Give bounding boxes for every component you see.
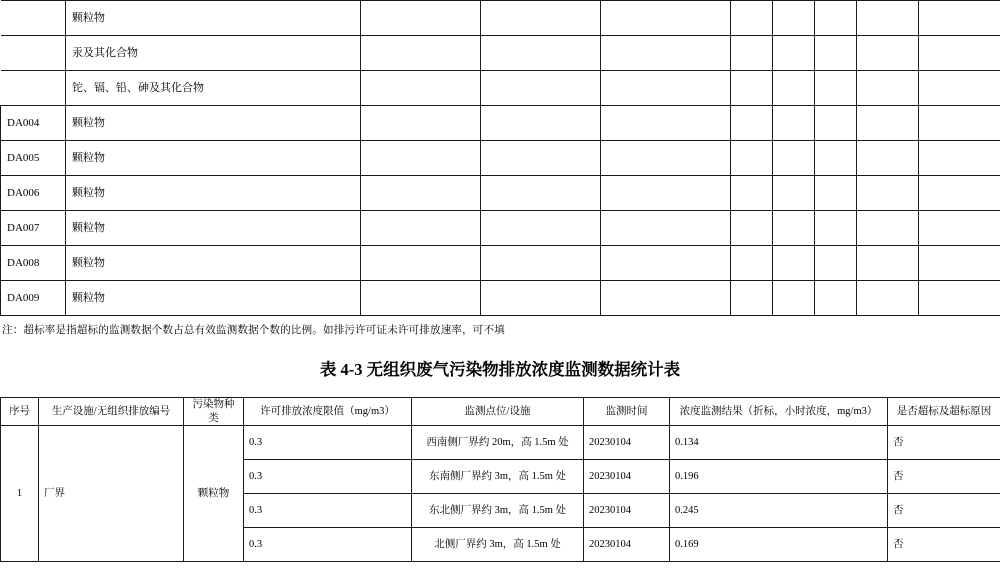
cell-remark	[919, 106, 1000, 141]
cell-exceed: 否	[888, 494, 1000, 528]
cell-value-3	[815, 1, 857, 36]
cell-code: DA004	[1, 106, 66, 141]
cell-value-3	[815, 211, 857, 246]
cell-code: DA009	[1, 281, 66, 316]
cell-value-3	[815, 36, 857, 71]
cell-result: 0.196	[670, 460, 888, 494]
cell-value-2	[773, 71, 815, 106]
cell-point: 北侧厂界约 3m，高 1.5m 处	[412, 528, 584, 562]
cell-code: DA008	[1, 246, 66, 281]
cell-limit: 0.3	[244, 426, 412, 460]
table-row	[1, 141, 1000, 176]
cell-rate	[857, 141, 919, 176]
table-row	[1, 71, 1000, 106]
cell-remark	[919, 176, 1000, 211]
table-row	[1, 106, 1000, 141]
cell-limit	[361, 176, 481, 211]
cell-rate	[857, 211, 919, 246]
cell-limit: 0.3	[244, 528, 412, 562]
cell-value-2	[773, 141, 815, 176]
cell-time	[601, 1, 731, 36]
table-upper-body	[1, 1, 1000, 316]
header-index: 序号	[1, 398, 39, 426]
cell-value-3	[815, 106, 857, 141]
cell-limit	[361, 281, 481, 316]
cell-point	[481, 176, 601, 211]
cell-value-3	[815, 71, 857, 106]
cell-limit	[361, 71, 481, 106]
table-row	[1, 246, 1000, 281]
cell-value-3	[815, 246, 857, 281]
cell-limit	[361, 141, 481, 176]
cell-exceed: 否	[888, 460, 1000, 494]
cell-rate	[857, 36, 919, 71]
cell-value-2	[773, 246, 815, 281]
cell-time	[601, 106, 731, 141]
cell-limit: 0.3	[244, 494, 412, 528]
cell-value-2	[773, 176, 815, 211]
cell-code	[1, 71, 66, 106]
cell-index: 1	[1, 426, 39, 562]
cell-code	[1, 1, 66, 36]
cell-point	[481, 106, 601, 141]
cell-remark	[919, 246, 1000, 281]
cell-value-1	[731, 176, 773, 211]
cell-value-1	[731, 281, 773, 316]
cell-limit	[361, 106, 481, 141]
cell-time: 20230104	[584, 426, 670, 460]
cell-result: 0.245	[670, 494, 888, 528]
cell-remark	[919, 1, 1000, 36]
header-pollutant: 污染物种类	[184, 398, 244, 426]
cell-time	[601, 176, 731, 211]
cell-value-1	[731, 36, 773, 71]
cell-value-3	[815, 141, 857, 176]
cell-rate	[857, 106, 919, 141]
fugitive-emission-monitoring-table	[0, 397, 1000, 562]
cell-time	[601, 36, 731, 71]
cell-rate	[857, 1, 919, 36]
table-header-row	[1, 398, 1000, 426]
cell-result: 0.134	[670, 426, 888, 460]
cell-pollutant: 颗粒物	[184, 426, 244, 562]
header-point: 监测点位/设施	[412, 398, 584, 426]
table-row	[1, 211, 1000, 246]
cell-rate	[857, 246, 919, 281]
cell-pollutant: 颗粒物	[66, 176, 361, 211]
cell-point	[481, 36, 601, 71]
table-row	[1, 426, 1000, 460]
cell-time: 20230104	[584, 494, 670, 528]
header-facility: 生产设施/无组织排放编号	[39, 398, 184, 426]
cell-pollutant: 汞及其化合物	[66, 36, 361, 71]
cell-remark	[919, 71, 1000, 106]
cell-pollutant: 颗粒物	[66, 281, 361, 316]
table-row	[1, 1, 1000, 36]
cell-exceed: 否	[888, 528, 1000, 562]
cell-remark	[919, 211, 1000, 246]
cell-time	[601, 71, 731, 106]
cell-rate	[857, 176, 919, 211]
cell-time	[601, 246, 731, 281]
cell-time	[601, 211, 731, 246]
cell-remark	[919, 36, 1000, 71]
cell-code: DA005	[1, 141, 66, 176]
cell-code: DA007	[1, 211, 66, 246]
header-exceed: 是否超标及超标原因	[888, 398, 1000, 426]
cell-time	[601, 281, 731, 316]
cell-pollutant: 颗粒物	[66, 1, 361, 36]
cell-value-2	[773, 106, 815, 141]
cell-value-1	[731, 211, 773, 246]
cell-pollutant: 铊、镉、铅、砷及其化合物	[66, 71, 361, 106]
cell-value-3	[815, 176, 857, 211]
table-caption: 表 4-3 无组织废气污染物排放浓度监测数据统计表	[319, 360, 681, 379]
table-row	[1, 281, 1000, 316]
cell-remark	[919, 141, 1000, 176]
cell-rate	[857, 71, 919, 106]
cell-value-2	[773, 36, 815, 71]
cell-value-1	[731, 246, 773, 281]
table-note: 注：超标率是指超标的监测数据个数占总有效监测数据个数的比例。如排污许可证未许可排放速率，可不填	[2, 325, 505, 336]
cell-point	[481, 1, 601, 36]
cell-time	[601, 141, 731, 176]
cell-code	[1, 36, 66, 71]
cell-limit	[361, 211, 481, 246]
table-row	[1, 176, 1000, 211]
cell-value-1	[731, 106, 773, 141]
cell-limit	[361, 36, 481, 71]
cell-rate	[857, 281, 919, 316]
cell-value-2	[773, 1, 815, 36]
cell-code: DA006	[1, 176, 66, 211]
cell-point	[481, 211, 601, 246]
cell-point	[481, 71, 601, 106]
cell-pollutant: 颗粒物	[66, 211, 361, 246]
cell-value-1	[731, 141, 773, 176]
cell-pollutant: 颗粒物	[66, 246, 361, 281]
cell-limit	[361, 1, 481, 36]
cell-time: 20230104	[584, 460, 670, 494]
cell-point: 东北侧厂界约 3m，高 1.5m 处	[412, 494, 584, 528]
cell-value-2	[773, 281, 815, 316]
header-result: 浓度监测结果（折标，小时浓度，mg/m3）	[670, 398, 888, 426]
cell-point: 西南侧厂界约 20m，高 1.5m 处	[412, 426, 584, 460]
cell-point	[481, 141, 601, 176]
cell-facility: 厂界	[39, 426, 184, 562]
cell-limit: 0.3	[244, 460, 412, 494]
cell-remark	[919, 281, 1000, 316]
header-time: 监测时间	[584, 398, 670, 426]
cell-pollutant: 颗粒物	[66, 106, 361, 141]
cell-point: 东南侧厂界约 3m，高 1.5m 处	[412, 460, 584, 494]
cell-point	[481, 246, 601, 281]
cell-exceed: 否	[888, 426, 1000, 460]
cell-time: 20230104	[584, 528, 670, 562]
cell-pollutant: 颗粒物	[66, 141, 361, 176]
cell-value-2	[773, 211, 815, 246]
cell-point	[481, 281, 601, 316]
header-limit: 许可排放浓度限值（mg/m3）	[244, 398, 412, 426]
cell-value-3	[815, 281, 857, 316]
cell-result: 0.169	[670, 528, 888, 562]
table-row	[1, 36, 1000, 71]
cell-value-1	[731, 71, 773, 106]
cell-value-1	[731, 1, 773, 36]
cell-limit	[361, 246, 481, 281]
table-lower-body	[1, 426, 1000, 562]
